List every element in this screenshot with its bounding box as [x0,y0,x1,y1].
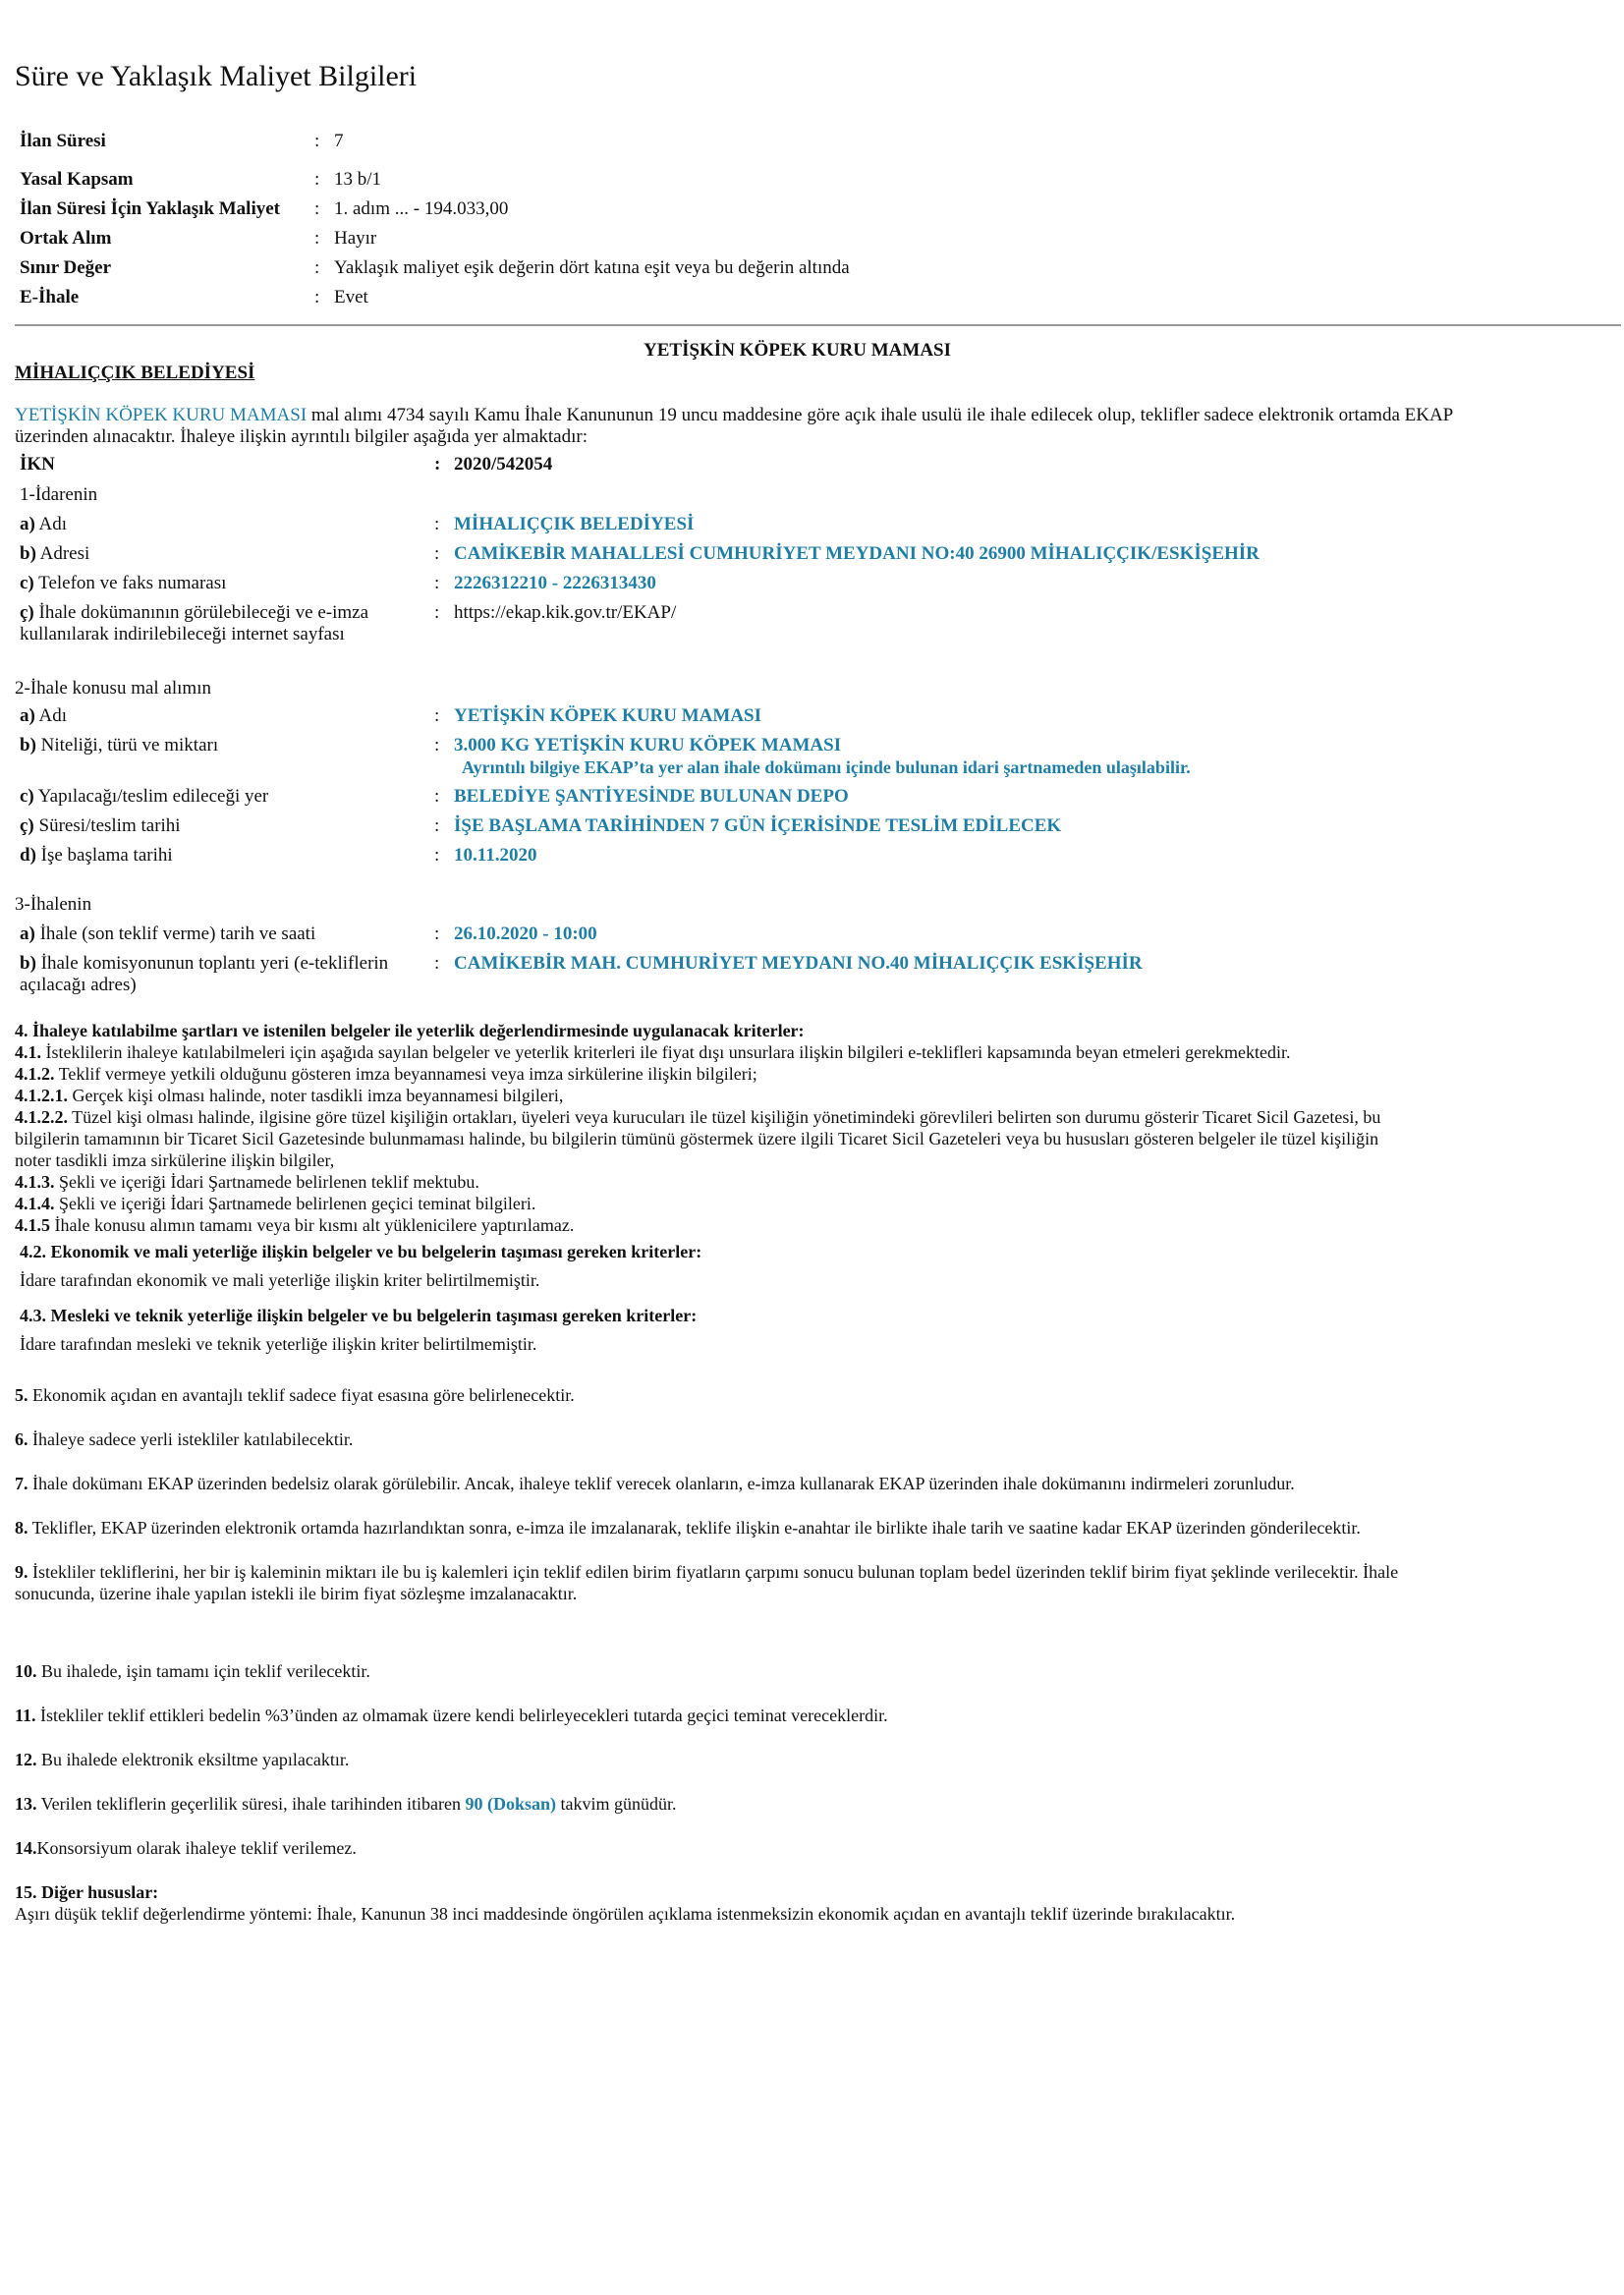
section1-value: CAMİKEBİR MAHALLESİ CUMHURİYET MEYDANI NO:40 26900 MİHALIÇÇIK/ESKİŞEHİR [454,543,1260,564]
summary-value: 13 b/1 [334,169,382,190]
criteria-43-text: İdare tarafından mesleki ve teknik yeterliğe ilişkin kriter belirtilmemiştir. [20,1334,537,1354]
summary-label: Yasal Kapsam [20,169,134,190]
section3-label [20,924,315,945]
criteria-item [15,1193,535,1214]
section1-value: MİHALIÇÇIK BELEDİYESİ [454,514,695,534]
colon: : [434,705,440,726]
authority-name: MİHALIÇÇIK BELEDİYESİ [15,363,255,383]
criteria-item [15,1171,479,1193]
row-key: d) [20,845,36,866]
section1-label [20,543,89,565]
colon: : [434,953,440,974]
criteria-text-line3: noter tasdikli imza sirkülerine ilişkin bilgiler, [15,1150,335,1170]
section1-label-line2: kullanılarak indirilebileceği internet sayfası [20,624,345,644]
ikn-label: İKN [20,454,55,475]
colon: : [434,924,440,944]
summary-value: 7 [334,131,344,151]
clause-text: İhale dokümanı EKAP üzerinden bedelsiz olarak görülebilir. Ancak, ihaleye teklif verecek olanların, e-imza kullanarak EKAP üzerinden ihale dokümanını indirmeleri zorunludur. [28,1474,1295,1493]
clause-9 [15,1561,1398,1583]
row-key: a) [20,514,35,534]
notice-heading: YETİŞKİN KÖPEK KURU MAMASI [644,340,951,361]
criteria-num: 4.1.2.2. [15,1107,68,1127]
clause-num: 12. [15,1750,37,1769]
summary-value: Evet [334,287,368,308]
section2-value: YETİŞKİN KÖPEK KURU MAMASI [454,705,761,726]
intro-item-name: YETİŞKİN KÖPEK KURU MAMASI [15,405,308,425]
ekap-link[interactable]: https://ekap.kik.gov.tr/EKAP/ [454,602,677,623]
row-label: İşe başlama tarihi [35,845,173,866]
clause-text: İhaleye sadece yerli istekliler katılabilecektir. [28,1429,354,1449]
clause-text: İstekliler teklif ettikleri bedelin %3’ünden az olmamak üzere kendi belirleyecekleri tutarda geçici teminat vereceklerdir. [35,1706,888,1725]
criteria-num: 4.1.2.1. [15,1086,68,1105]
row-label: Yapılacağı/teslim edileceği yer [33,786,269,807]
clause-num: 6. [15,1429,28,1449]
summary-value: Hayır [334,228,377,249]
section3-value: CAMİKEBİR MAH. CUMHURİYET MEYDANI NO.40 MİHALIÇÇIK ESKİŞEHİR [454,953,1143,974]
section2-value: BELEDİYE ŞANTİYESİNDE BULUNAN DEPO [454,786,849,807]
row-key: c) [20,573,34,593]
row-key: a) [20,705,35,726]
colon: : [314,198,320,219]
clause-text: Bu ihalede elektronik eksiltme yapılacaktır. [36,1750,350,1769]
colon: : [314,257,320,278]
section2-label [20,735,218,756]
criteria-text: Şekli ve içeriği İdari Şartnamede belirlenen teklif mektubu. [54,1172,479,1192]
clause-text: Teklifler, EKAP üzerinden elektronik ortamda hazırlandıktan sonra, e-imza ile imzalanarak, teklife ilişkin e-anahtar ile birlikte ihale tarih ve saatine kadar EKAP üzerinden gönderilecektir. [28,1518,1361,1538]
criteria-text: Teklif vermeye yetkili olduğunu gösteren imza beyannamesi veya imza sirkülerine ilişkin bilgileri; [54,1064,757,1084]
clause-5 [15,1384,575,1406]
criteria-text-line2: bilgilerin tamamının bir Ticaret Sicil Gazetesinde bulunmaması halinde, bu bilgilerin tümünü göstermek üzere ilgili Ticaret Sicil Gazeteleri veya bu hususları gösteren belgeler ile tüzel kişiliğin [15,1129,1379,1148]
criteria-item [15,1041,1291,1063]
section3-label-line2: açılacağı adres) [20,975,137,995]
criteria-item [15,1085,563,1106]
row-label: İhale dokümanının görülebileceği ve e-imza [33,602,369,623]
clause-8 [15,1517,1361,1539]
summary-label: E-İhale [20,287,80,308]
clause-12 [15,1749,349,1770]
criteria-item [15,1063,757,1085]
row-key: c) [20,786,34,807]
clause-text: Bu ihalede, işin tamamı için teklif verilecektir. [36,1661,370,1681]
section3-value: 26.10.2020 - 10:00 [454,924,597,944]
criteria-43-title: 4.3. Mesleki ve teknik yeterliğe ilişkin belgeler ve bu belgelerin taşıması gereken kriterler: [20,1306,698,1325]
section2-value: İŞE BAŞLAMA TARİHİNDEN 7 GÜN İÇERİSİNDE TESLİM EDİLECEK [454,815,1062,836]
colon: : [434,815,440,836]
clause-num: 14. [15,1838,37,1858]
clause-num: 10. [15,1661,37,1681]
clause-text-end: takvim günüdür. [556,1794,677,1814]
clause-15-title: 15. Diğer hususlar: [15,1882,159,1902]
intro-text: mal alımı 4734 sayılı Kamu İhale Kanununun 19 uncu maddesine göre açık ihale usulü ile ihale edilecek olup, teklifler sadece elektronik ortamda EKAP [307,405,1454,425]
clause-text: Verilen tekliflerin geçerlilik süresi, ihale tarihinden itibaren [36,1794,466,1814]
row-label: Adı [34,514,68,534]
row-key: b) [20,543,36,564]
row-key: a) [20,924,35,944]
clause-14 [15,1837,357,1859]
intro-paragraph [15,405,1621,426]
criteria-num: 4.1.5 [15,1215,50,1235]
criteria-text: Gerçek kişi olması halinde, noter tasdikli imza beyannamesi bilgileri, [68,1086,564,1105]
colon: : [434,543,440,564]
criteria-num: 4.1. [15,1042,41,1062]
clause-num: 13. [15,1794,37,1814]
section3-title: 3-İhalenin [15,894,92,915]
summary-label: Sınır Değer [20,257,112,278]
section1-label [20,573,226,594]
criteria-text: İsteklilerin ihaleye katılabilmeleri için aşağıda sayılan belgeler ve yeterlik kriterleri ile fiyat dışı unsurlara ilişkin bilgileri e-teklifleri kapsamında beyan etmeleri gerekmektedir. [41,1042,1291,1062]
colon: : [314,228,320,249]
criteria-num: 4.1.2. [15,1064,55,1084]
summary-value: 1. adım ... - 194.033,00 [334,198,509,219]
colon: : [434,786,440,807]
colon: : [434,602,440,623]
section2-label [20,845,173,867]
colon: : [434,514,440,534]
criteria-num: 4.1.4. [15,1194,55,1213]
summary-value: Yaklaşık maliyet eşik değerin dört katına eşit veya bu değerin altında [334,257,850,278]
section1-value: 2226312210 - 2226313430 [454,573,656,593]
criteria-text: İhale konusu alımın tamamı veya bir kısmı alt yüklenicilere yaptırılamaz. [50,1215,575,1235]
criteria-item [15,1106,1621,1128]
section3-label [20,953,388,975]
row-label: Telefon ve faks numarası [33,573,227,593]
criteria-text: Tüzel kişi olması halinde, ilgisine göre tüzel kişiliğin ortakları, üyeleri veya kurucuları ile tüzel kişiliğin yönetimindeki görevlileri belirten son durumu gösterir Ticaret Sicil Gazetesi, bu [68,1107,1381,1127]
row-label: Adresi [35,543,90,564]
clause-6 [15,1428,353,1450]
section2-value: 10.11.2020 [454,845,537,866]
row-key: ç) [20,815,34,836]
colon: : [434,454,441,475]
section2-label [20,815,181,837]
colon: : [314,169,320,190]
section2-value-note: Ayrıntılı bilgiye EKAP’ta yer alan ihale dokümanı içinde bulunan idari şartnameden ulaşılabilir. [462,757,1191,777]
colon: : [434,845,440,866]
row-key: b) [20,953,36,974]
criteria-item [15,1214,574,1236]
clause-11 [15,1705,888,1726]
section2-value: 3.000 KG YETİŞKİN KURU KÖPEK MAMASI [454,735,842,756]
clause-15-text: Aşırı düşük teklif değerlendirme yöntemi: İhale, Kanunun 38 inci maddesinde öngörülen açıklama istenmeksizin ekonomik açıdan en avantajlı teklif üzerinde bırakılacaktır. [15,1904,1236,1924]
row-key: ç) [20,602,34,623]
clause-13 [15,1793,677,1815]
summary-label: İlan Süresi İçin Yaklaşık Maliyet [20,198,280,219]
colon: : [314,131,320,151]
validity-days: 90 (Doksan) [465,1794,557,1814]
colon: : [434,573,440,593]
clause-num: 9. [15,1562,28,1582]
clause-text: Ekonomik açıdan en avantajlı teklif sadece fiyat esasına göre belirlenecektir. [28,1385,575,1405]
intro-text-line2: üzerinden alınacaktır. İhaleye ilişkin ayrıntılı bilgiler aşağıda yer almaktadır: [15,426,588,447]
clause-num: 11. [15,1706,36,1725]
row-label: Adı [34,705,68,726]
criteria-num: 4.1.3. [15,1172,55,1192]
clause-7 [15,1473,1295,1494]
clause-10 [15,1660,370,1682]
row-label: Süresi/teslim tarihi [33,815,181,836]
row-label: İhale (son teklif verme) tarih ve saati [34,924,316,944]
clause-text: İstekliler tekliflerini, her bir iş kaleminin miktarı ile bu iş kalemleri için teklif edilen birim fiyatların çarpımı sonucu bulunan toplam bedel üzerinden teklif birim fiyat şeklinde verilecektir. İhale [28,1562,1399,1582]
section2-label [20,786,268,808]
criteria-title: 4. İhaleye katılabilme şartları ve istenilen belgeler ile yeterlik değerlendirmesinde uygulanacak kriterler: [15,1021,805,1040]
clause-num: 5. [15,1385,28,1405]
page-title: Süre ve Yaklaşık Maliyet Bilgileri [15,60,418,92]
colon: : [314,287,320,308]
divider [15,324,1621,326]
clause-text: Konsorsiyum olarak ihaleye teklif verilemez. [36,1838,357,1858]
colon: : [434,735,440,756]
section1-label [20,602,368,624]
section1-label [20,514,67,535]
section2-title: 2-İhale konusu mal alımın [15,678,211,699]
row-label: Niteliği, türü ve miktarı [35,735,219,756]
ikn-value: 2020/542054 [454,454,553,475]
criteria-42-text: İdare tarafından ekonomik ve mali yeterliğe ilişkin kriter belirtilmemiştir. [20,1270,540,1290]
clause-num: 8. [15,1518,28,1538]
row-label: İhale komisyonunun toplantı yeri (e-tekliflerin [35,953,389,974]
section1-title: 1-İdarenin [20,484,98,505]
criteria-42-title: 4.2. Ekonomik ve mali yeterliğe ilişkin belgeler ve bu belgelerin taşıması gereken kriterler: [20,1242,702,1261]
criteria-text: Şekli ve içeriği İdari Şartnamede belirlenen geçici teminat bilgileri. [54,1194,536,1213]
row-key: b) [20,735,36,756]
clause-9-line2: sonucunda, üzerine ihale yapılan istekli ile birim fiyat sözleşme imzalanacaktır. [15,1584,578,1603]
summary-label: Ortak Alım [20,228,112,249]
section2-label [20,705,67,727]
clause-num: 7. [15,1474,28,1493]
summary-label: İlan Süresi [20,131,106,151]
